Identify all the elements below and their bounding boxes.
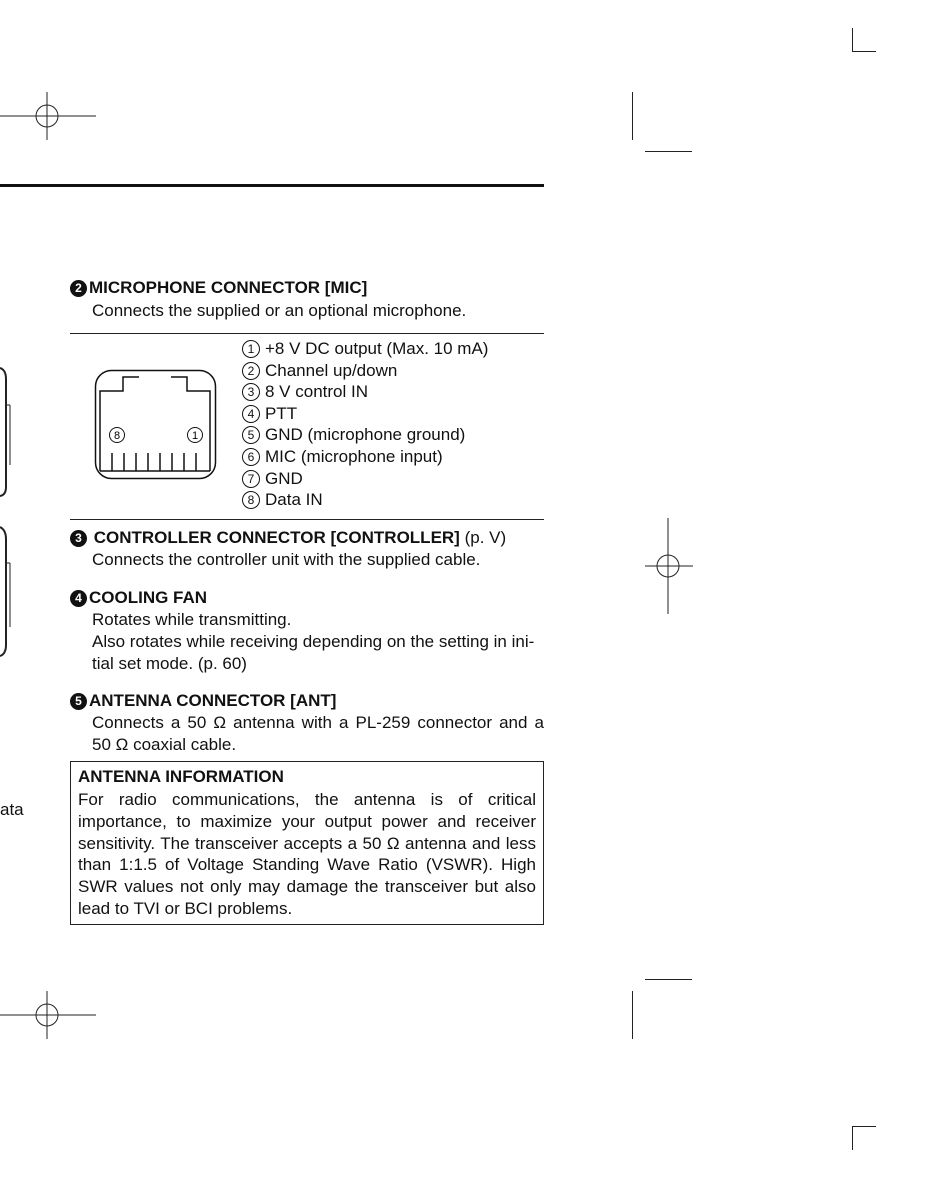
section-number-badge: 5 [70,693,87,710]
section-number-badge: 3 [70,530,87,547]
registration-mark-bottom-left [0,991,96,1041]
pin-number: 4 [242,405,260,423]
pin-label: GND (microphone ground) [265,425,466,445]
cooling-fan-description-2: Also rotates while receiving depending on the setting in ini-tial set mode. (p. 60) [92,632,535,673]
cooling-fan-title: COOLING FAN [89,588,208,607]
pin-item [242,424,488,446]
section-number-badge: 4 [70,590,87,607]
cooling-fan-description-1: Rotates while transmitting. [92,610,292,629]
pin-label: GND [265,468,303,488]
pin-number: 6 [242,448,260,466]
registration-mark-right [645,518,693,614]
cooling-fan-heading [70,588,207,608]
controller-connector-description: Connects the controller unit with the supplied cable. [92,550,481,569]
jack-pin-label-left: 8 [113,430,121,442]
page-reference: (p. V) [464,528,507,547]
pin-label: +8 V DC output (Max. 10 mA) [265,339,489,358]
pin-label: PTT [265,403,298,423]
pin-item [242,489,488,511]
pin-number: 2 [242,362,260,380]
pin-label: Channel up/down [265,360,398,380]
controller-connector-title: CONTROLLER CONNECTOR [CONTROLLER] [93,528,460,547]
pin-item [242,338,488,360]
pin-number: 5 [242,426,260,444]
antenna-information-title: ANTENNA INFORMATION [78,767,284,786]
controller-connector-heading [70,528,506,548]
antenna-connector-heading [70,691,336,711]
jack-pin-label-right: 1 [191,430,199,442]
antenna-information-box [70,761,544,925]
mic-connector-heading [70,278,367,298]
pin-number: 8 [242,491,260,509]
pin-label: MIC (microphone input) [265,446,443,466]
pin-number: 7 [242,470,260,488]
mic-connector-description: Connects the supplied or an optional microphone. [92,301,467,320]
pin-label: 8 V control IN [265,382,368,402]
pin-number: 3 [242,383,260,401]
pin-item [242,446,488,468]
pin-item [242,360,488,382]
pin-item [242,468,488,490]
pin-number: 1 [242,340,260,358]
adjacent-page-illustration-fragment [0,365,12,660]
mic-connector-jack-diagram [94,369,218,481]
antenna-connector-description: Connects a 50 Ω antenna with a PL-259 connector and a 50 Ω coaxial cable. [92,713,544,754]
pin-label: Data IN [265,490,323,510]
mic-pin-list [242,338,488,511]
registration-mark-top-left [0,92,96,142]
pin-item [242,403,488,425]
adjacent-page-text-fragment: ata [0,800,24,819]
section-number-badge: 2 [70,280,87,297]
header-rule [0,184,544,187]
antenna-connector-title: ANTENNA CONNECTOR [ANT] [89,691,337,710]
antenna-information-body: For radio communications, the antenna is of critical importance, to maximize your output power and receiver sensitivity. The transceiver accepts a 50 Ω antenna and less than 1:1.5 of Voltage Standing Wave Ratio (VSWR). High SWR values not only may damage the transceiver but also lead to TVI or BCI problems. [78,790,536,918]
mic-connector-title: MICROPHONE CONNECTOR [MIC] [89,278,368,297]
pin-item [242,381,488,403]
